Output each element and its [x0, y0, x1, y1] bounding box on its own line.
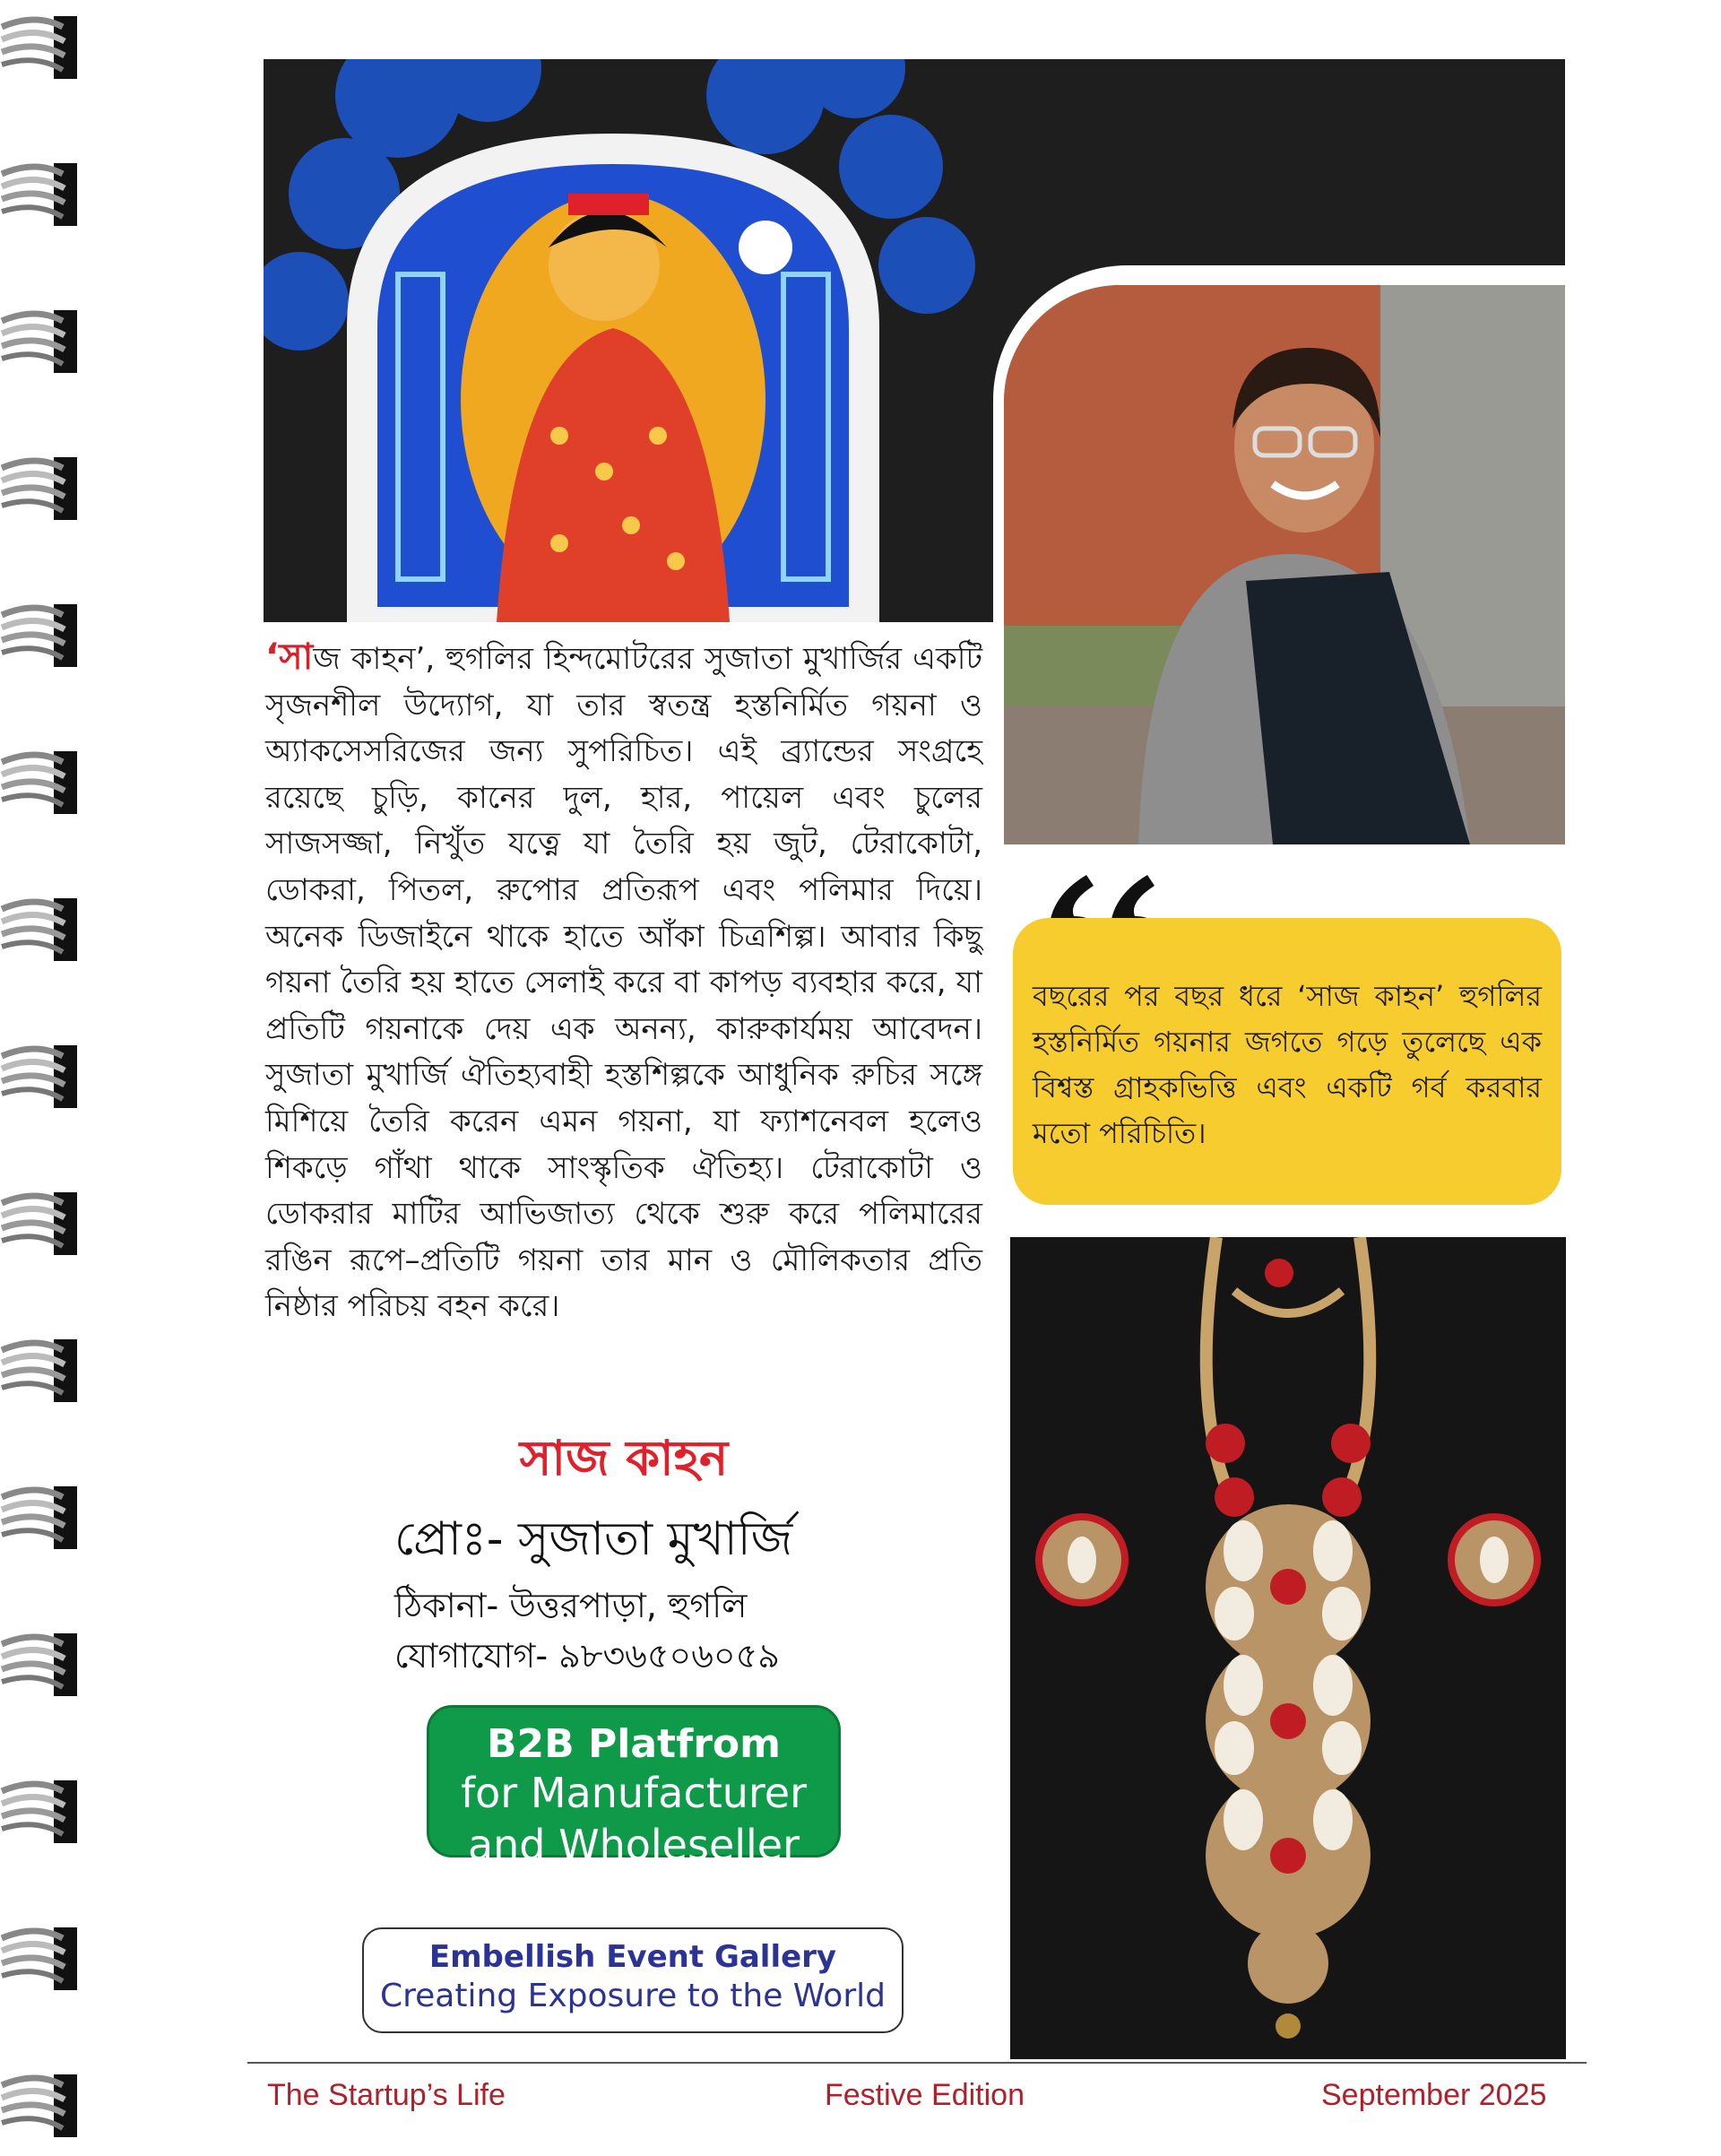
- b2b-line-3: and Wholeseller: [467, 1821, 800, 1869]
- brand-name: সাজ কাহন: [519, 1430, 729, 1486]
- footer-edition: Festive Edition: [825, 2078, 1025, 2112]
- article-body: [265, 635, 982, 1330]
- article-body-text: জ কাহন’, হুগলির হিন্দমোটরের সুজাতা মুখার্জির একটি সৃজনশীল উদ্যোগ, যা তার স্বতন্ত্র হস্তনির্মিত গয়না ও অ্যাকসেসরিজের জন্য সুপরিচিত। এই ব্র্যান্ডের সংগ্রহে রয়েছে চুড়ি, কানের দুল, হার, পায়েল এবং চুলের সাজসজ্জা, নিখুঁত যত্নে যা তৈরি হয় জুট, টেরাকোটা, ডোকরা, পিতল, রুপোর প্রতিরূপ এবং পলিমার দিয়ে। অনেক ডিজাইনে থাকে হাতে আঁকা চিত্রশিল্প। আবার কিছু গয়না তৈরি হয় হাতে সেলাই করে বা কাপড় ব্যবহার করে, যা প্রতিটি গয়নাকে দেয় এক অনন্য, কারুকার্যময় আবেদন। সুজাতা মুখার্জি ঐতিহ্যবাহী হস্তশিল্পকে আধুনিক রুচির সঙ্গে মিশিয়ে তৈরি করেন এমন গয়না, যা ফ্যাশনেবল হলেও শিকড়ে গাঁথা থাকে সাংস্কৃতিক ঐতিহ্য। টেরাকোটা ও ডোকরার মাটির আভিজাত্য থেকে শুরু করে পলিমারের রঙিন রূপে–প্রতিটি গয়না তার মান ও মৌলিকতার প্রতি নিষ্ঠার পরিচয় বহন করে।: [265, 641, 982, 1325]
- pull-quote-text: বছরের পর বছর ধরে ‘সাজ কাহন’ হুগলির হস্তনির্মিত গয়নার জগতে গড়ে তুলেছে এক বিশ্বস্ত গ্রাহকভিত্তি এবং একটি গর্ব করবার মতো পরিচিতি।: [1033, 979, 1542, 1150]
- jute-necklace-photo: [1010, 1237, 1566, 2059]
- business-contact: যোগাযোগ- ৯৮৩৬৫০৬০৫৯: [394, 1636, 780, 1675]
- gallery-badge: [362, 1927, 904, 2033]
- spiral-rings-graphic: [0, 0, 82, 2152]
- business-address: ঠিকানা- উত্তরপাড়া, হুগলি: [394, 1586, 748, 1625]
- article-lead-word: ‘সা: [265, 636, 314, 678]
- gallery-name: Embellish Event Gallery: [428, 1939, 837, 1975]
- proprietor-portrait-photo: [1004, 285, 1565, 844]
- b2b-platform-badge: [427, 1705, 841, 1869]
- proprietor-name: প্রোঃ- সুজাতা মুখার্জি: [394, 1512, 793, 1566]
- footer-divider: [247, 2062, 1587, 2064]
- footer-date: September 2025: [1321, 2078, 1547, 2112]
- footer-publication: The Startup’s Life: [267, 2078, 506, 2112]
- b2b-line-1: B2B Platfrom: [487, 1721, 781, 1767]
- b2b-line-2: for Manufacturer: [460, 1769, 808, 1817]
- gallery-tagline: Creating Exposure to the World: [380, 1978, 886, 2014]
- pull-quote-box: [1013, 918, 1561, 1205]
- spiral-binding: [0, 0, 82, 2152]
